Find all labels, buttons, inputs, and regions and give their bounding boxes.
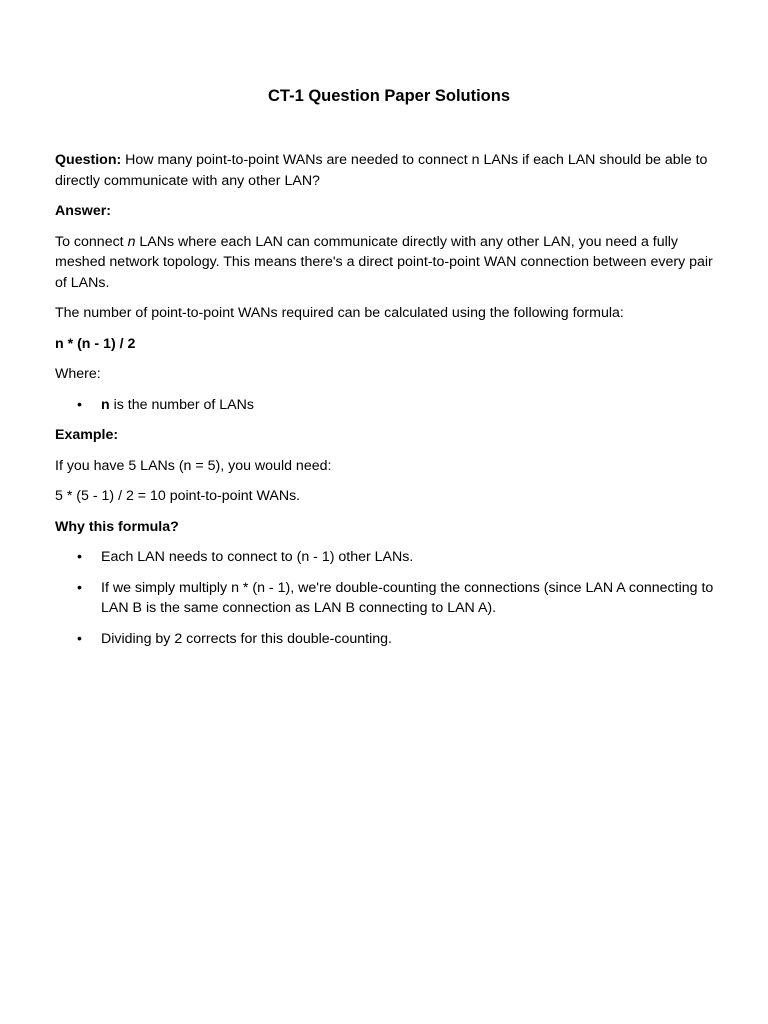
why-heading: [55, 517, 727, 538]
bullet-icon: •: [77, 396, 82, 413]
why-item-text: Dividing by 2 corrects for this double-counting.: [101, 630, 392, 647]
question-text: How many point-to-point WANs are needed to connect n LANs if each LAN should be able to directly communicate with any other LAN?: [55, 152, 708, 189]
page-title: CT-1 Question Paper Solutions: [267, 87, 511, 105]
intro-text-end: LANs where each LAN can communicate directly with any other LAN, you need a fully meshed network topology. This means there's a direct point-to-point WAN connection between every pair of LANs.: [55, 233, 713, 291]
formula: n * (n - 1) / 2: [55, 335, 136, 352]
example-heading: [55, 425, 727, 446]
where-item: [55, 395, 727, 416]
why-label: Why this formula?: [55, 518, 179, 535]
question-paragraph: [55, 150, 727, 191]
formula-line: [55, 334, 727, 355]
answer-label: Answer:: [55, 203, 111, 219]
where-label: Where:: [55, 366, 101, 382]
formula-intro: The number of point-to-point WANs required can be calculated using the following formula:: [55, 305, 624, 321]
why-item: [55, 578, 727, 619]
why-list: [55, 547, 727, 649]
why-item: [55, 547, 727, 568]
why-item: [55, 629, 727, 650]
bullet-icon: •: [77, 630, 82, 647]
intro-variable: n: [127, 233, 136, 250]
answer-heading: [55, 201, 727, 222]
example-label: Example:: [55, 427, 119, 443]
example-text: If you have 5 LANs (n = 5), you would need:: [55, 457, 332, 474]
question-label: Question:: [55, 152, 122, 168]
where-term: n: [101, 396, 110, 413]
bullet-icon: •: [77, 579, 82, 596]
why-item-text: If we simply multiply n * (n - 1), we're double-counting the connections (since LAN A connecting to LAN B is the same connection as LAN B connecting to LAN A).: [101, 579, 714, 616]
example-calculation: 5 * (5 - 1) / 2 = 10 point-to-point WANs.: [55, 488, 301, 504]
where-desc: is the number of LANs: [109, 396, 254, 413]
intro-paragraph: [55, 232, 727, 294]
intro-text-start: To connect: [55, 233, 128, 250]
bullet-icon: •: [77, 549, 82, 565]
where-list: [55, 395, 727, 416]
why-item-text: Each LAN needs to connect to (n - 1) other LANs.: [101, 549, 414, 565]
document-body: [55, 150, 727, 659]
